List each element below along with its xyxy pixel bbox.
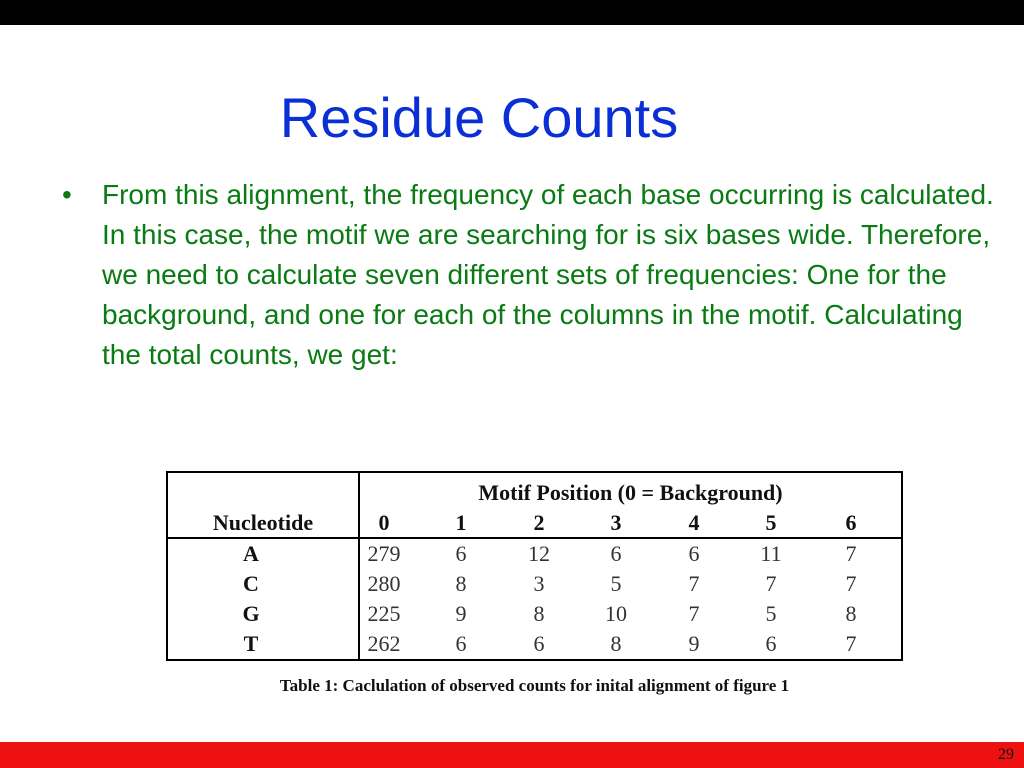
table-cell: 6	[533, 631, 545, 656]
table-cell: 6	[610, 541, 622, 566]
table-cell: 262	[367, 631, 401, 656]
table-cell: 12	[528, 541, 550, 566]
table-cell: 10	[605, 601, 627, 626]
row-label-t: T	[243, 631, 259, 656]
nucleotide-header: Nucleotide	[212, 510, 314, 535]
table-cell: 279	[367, 541, 401, 566]
table-caption: Table 1: Caclulation of observed counts for inital alignment of figure 1	[279, 676, 790, 695]
position-header: 3	[610, 510, 622, 535]
bullet-text: From this alignment, the frequency of each base occurring is calculated. In this case, the motif we are searching for is six bases wide. Therefore, we need to calculate seven different sets of frequencies: One for the background, and one for each of the columns in the motif. Calculating the total counts, we get:	[102, 179, 994, 370]
residue-counts-table	[166, 471, 903, 661]
table-cell: 8	[845, 601, 857, 626]
table-cell: 6	[688, 541, 700, 566]
table-cell: 8	[610, 631, 622, 656]
table-cell: 5	[765, 601, 777, 626]
slide-title: Residue Counts	[279, 86, 679, 149]
table-cell: 5	[610, 571, 622, 596]
table-cell: 6	[765, 631, 777, 656]
position-header: 6	[845, 510, 857, 535]
table-cell: 7	[845, 541, 857, 566]
table-cell: 3	[533, 571, 545, 596]
table-cell: 11	[760, 541, 782, 566]
bullet-dot: •	[62, 179, 72, 210]
table-cell: 225	[367, 601, 401, 626]
row-label-g: G	[242, 601, 260, 626]
table-cell: 8	[455, 571, 467, 596]
table-cell: 7	[845, 571, 857, 596]
position-header: 4	[688, 510, 700, 535]
table-cell: 9	[688, 631, 700, 656]
table-cell: 280	[367, 571, 401, 596]
position-header: 1	[455, 510, 467, 535]
bullet-item	[62, 175, 1002, 375]
table-cell: 6	[455, 541, 467, 566]
table-cell: 7	[765, 571, 777, 596]
position-header: 2	[533, 510, 545, 535]
position-header: 0	[378, 510, 390, 535]
table-cell: 7	[688, 571, 700, 596]
top-bar	[0, 0, 1024, 25]
motif-position-header: Motif Position (0 = Background)	[478, 480, 783, 505]
page-number: 29	[998, 746, 1014, 763]
row-label-c: C	[243, 571, 259, 596]
position-header: 5	[765, 510, 777, 535]
table-cell: 9	[455, 601, 467, 626]
bottom-bar	[0, 742, 1024, 768]
table-cell: 7	[845, 631, 857, 656]
table-cell: 6	[455, 631, 467, 656]
row-label-a: A	[243, 541, 259, 566]
table-cell: 7	[688, 601, 700, 626]
table-cell: 8	[533, 601, 545, 626]
